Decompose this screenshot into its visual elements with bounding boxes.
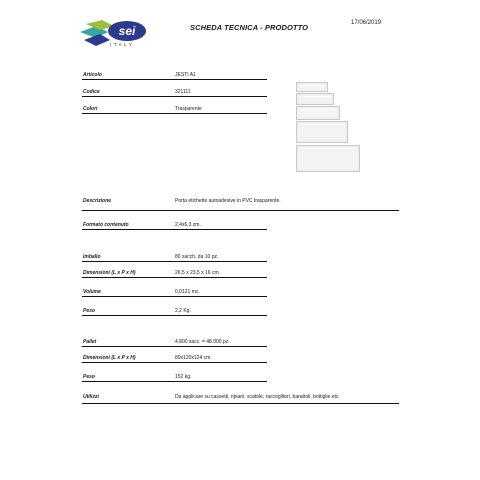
value-imballo: 80 sacch. da 10 pz. xyxy=(175,254,219,260)
label-descrizione: Descrizione xyxy=(83,198,112,204)
label-peso-pallet: Peso xyxy=(83,374,95,380)
label-codice: Codice xyxy=(83,89,100,95)
value-colori: Trasparente xyxy=(175,106,202,112)
label-formato: Formato contenuto xyxy=(83,222,129,228)
value-dimensioni: 26,5 x 23,5 x 16 cm. xyxy=(175,270,221,276)
product-thumbnail-icon xyxy=(296,106,340,120)
page-title: SCHEDA TECNICA - PRODOTTO xyxy=(190,23,309,32)
divider xyxy=(82,261,267,262)
divider xyxy=(82,96,267,97)
label-pallet: Pallet xyxy=(83,339,97,345)
label-volume: Volume xyxy=(83,289,101,295)
label-imballo: Imballo xyxy=(83,254,101,260)
label-articolo: Articolo xyxy=(83,72,102,78)
divider xyxy=(82,277,267,278)
divider xyxy=(82,79,267,80)
label-colori: Colori xyxy=(83,106,98,112)
product-thumbnail-icon xyxy=(296,145,360,172)
value-peso-pallet: 152 kg. xyxy=(175,374,192,380)
value-volume: 0,0121 mc. xyxy=(175,289,200,295)
value-codice: 321111 xyxy=(175,89,191,95)
value-utilizzi: Da applicare su cassetti, ripiani, scatole, raccoglitori, barattoli, bottiglie etc. xyxy=(175,394,340,400)
label-dimensioni: Dimensioni (L x P x H) xyxy=(83,270,136,276)
value-formato: 2,4x6,3 cm. xyxy=(175,222,201,228)
value-dimensioni-pallet: 80x120x124 cm. xyxy=(175,355,212,361)
product-thumbnail-icon xyxy=(296,93,334,105)
divider xyxy=(82,113,267,114)
label-peso: Peso xyxy=(83,308,95,314)
divider xyxy=(82,362,267,363)
divider xyxy=(82,403,399,404)
logo-text: sei xyxy=(118,24,136,38)
divider xyxy=(82,210,399,211)
value-descrizione: Porta etichette autoadesive in PVC trasparente. xyxy=(175,198,281,204)
logo-subtitle: ITALY xyxy=(110,42,135,47)
value-peso: 2,2 Kg. xyxy=(175,308,191,314)
label-utilizzi: Utilizzi xyxy=(83,394,99,400)
product-thumbnail-icon xyxy=(296,82,328,92)
divider xyxy=(82,315,267,316)
product-thumbnail-icon xyxy=(296,121,348,143)
divider xyxy=(82,296,267,297)
label-dimensioni-pallet: Dimensioni (L x P x H) xyxy=(83,355,136,361)
divider xyxy=(82,346,267,347)
divider xyxy=(82,229,267,230)
divider xyxy=(82,381,267,382)
value-articolo: JESTI A1 xyxy=(175,72,196,78)
value-pallet: 4.800 sacc. = 48.000 pz. xyxy=(175,339,230,345)
document-date: 17/06/2019 xyxy=(351,20,382,26)
